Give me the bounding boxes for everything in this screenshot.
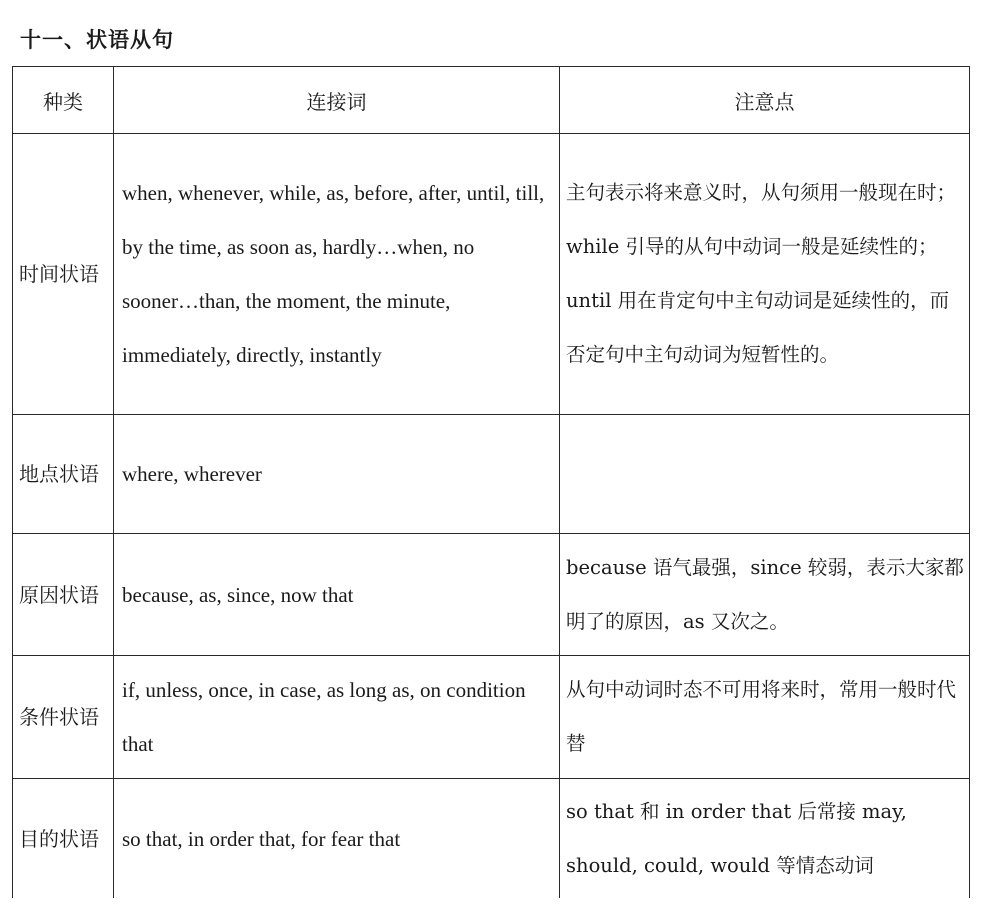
adverbial-clause-table [12, 66, 970, 898]
row-type: 条件状语 [13, 656, 114, 779]
row-type: 时间状语 [13, 134, 114, 415]
row-notes: 主句表示将来意义时，从句须用一般现在时；while 引导的从句中动词一般是延续性的；until 用在肯定句中主句动词是延续性的，而否定句中主句动词为短暂性的。 [560, 134, 970, 415]
table-row [13, 779, 970, 899]
row-notes: so that 和 in order that 后常接 may, should, could, would 等情态动词 [560, 779, 970, 899]
table-row [13, 415, 970, 534]
table-row [13, 534, 970, 656]
page-title: 十一、状语从句 [20, 27, 174, 52]
header-notes: 注意点 [560, 67, 970, 134]
header-conjunctions: 连接词 [114, 67, 560, 134]
row-type: 原因状语 [13, 534, 114, 656]
table-row [13, 656, 970, 779]
row-notes [560, 415, 970, 534]
table-row [13, 134, 970, 415]
row-conjunctions: if, unless, once, in case, as long as, on condition that [114, 656, 560, 779]
header-type: 种类 [13, 67, 114, 134]
row-conjunctions: so that, in order that, for fear that [114, 779, 560, 899]
row-notes: because 语气最强，since 较弱，表示大家都明了的原因，as 又次之。 [560, 534, 970, 656]
row-type: 目的状语 [13, 779, 114, 899]
row-notes: 从句中动词时态不可用将来时，常用一般时代替 [560, 656, 970, 779]
table-header-row [13, 67, 970, 134]
row-conjunctions: when, whenever, while, as, before, after, until, till, by the time, as soon as, hardly…when, no sooner…than, the moment, the minute, immediately, directly, instantly [114, 134, 560, 415]
row-type: 地点状语 [13, 415, 114, 534]
row-conjunctions: because, as, since, now that [114, 534, 560, 656]
row-conjunctions: where, wherever [114, 415, 560, 534]
